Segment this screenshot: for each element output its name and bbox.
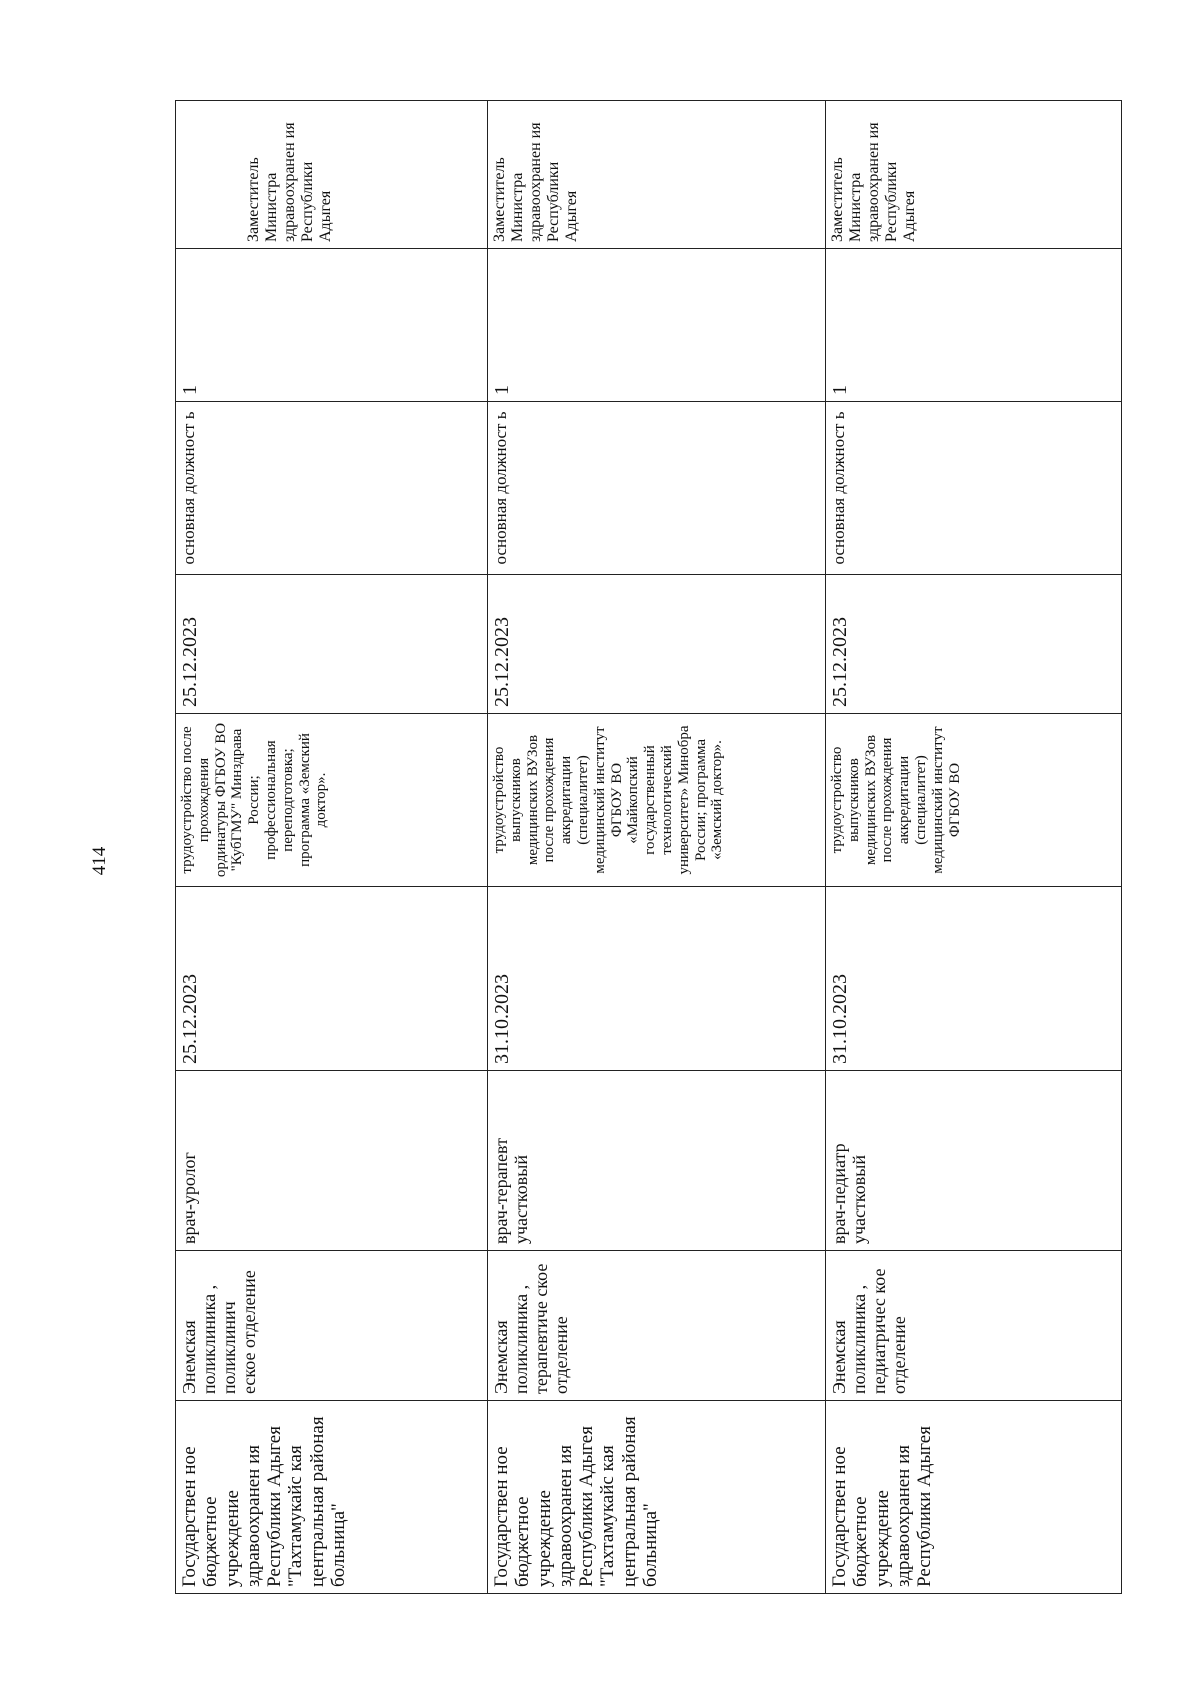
employment-type-cell: основная должност ь (826, 402, 1122, 575)
table-row (488, 101, 826, 1594)
date-to-cell: 25.12.2023 (176, 575, 488, 714)
table-row (176, 101, 488, 1594)
page-number: 414 (89, 846, 110, 876)
position-cell: врач-терапевт участковый (488, 1071, 826, 1251)
count-cell: 1 (176, 249, 488, 402)
rotated-table-wrapper (175, 101, 1121, 1594)
signatory-cell: Заместитель Министра здравоохранен ия Республики Адыгея (176, 101, 488, 249)
date-to-cell: 25.12.2023 (488, 575, 826, 714)
table-row (826, 101, 1122, 1594)
count-cell: 1 (826, 249, 1122, 402)
date-from-cell: 25.12.2023 (176, 887, 488, 1071)
conditions-cell: трудоустройство после прохождения ординатуры ФГБОУ ВО "КубГМУ" Минздрава России; профессиональная переподготовка; программа «Земский доктор». (176, 714, 488, 887)
signatory-cell: Заместитель Министра здравоохранен ия Республики Адыгея (826, 101, 1122, 249)
date-from-cell: 31.10.2023 (826, 887, 1122, 1071)
date-to-cell: 25.12.2023 (826, 575, 1122, 714)
unit-cell: Энемская поликлиника , терапевтиче ское отделение (488, 1251, 826, 1401)
date-from-cell: 31.10.2023 (488, 887, 826, 1071)
signatory-cell: Заместитель Министра здравоохранен ия Республики Адыгея (488, 101, 826, 249)
org-cell: Государствен ное бюджетное учреждение здравоохранен ия Республики Адыгея "Тахтамукайс кая центральная районая больница" (488, 1401, 826, 1594)
org-cell: Государствен ное бюджетное учреждение здравоохранен ия Республики Адыгея "Тахтамукайс кая центральная районая больница" (176, 1401, 488, 1594)
count-cell: 1 (488, 249, 826, 402)
org-cell: Государствен ное бюджетное учреждение здравоохранен ия Республики Адыгея (826, 1401, 1122, 1594)
position-cell: врач-уролог (176, 1071, 488, 1251)
vacancies-table (175, 100, 1122, 1594)
employment-type-cell: основная должност ь (488, 402, 826, 575)
conditions-cell: трудоустройство выпускников медицинских ВУЗов после прохождения аккредитации (специалитет) медицинский институт ФГБОУ ВО «Майкопский государственный технологический университет» Минобра России; программа «Земский доктор». (488, 714, 826, 887)
employment-type-cell: основная должност ь (176, 402, 488, 575)
conditions-cell: трудоустройство выпускников медицинских ВУЗов после прохождения аккредитации (специалитет) медицинский институт ФГБОУ ВО (826, 714, 1122, 887)
unit-cell: Энемская поликлиника , поликлинич еское отделение (176, 1251, 488, 1401)
unit-cell: Энемская поликлиника , педиатричес кое отделение (826, 1251, 1122, 1401)
position-cell: врач-педиатр участковый (826, 1071, 1122, 1251)
